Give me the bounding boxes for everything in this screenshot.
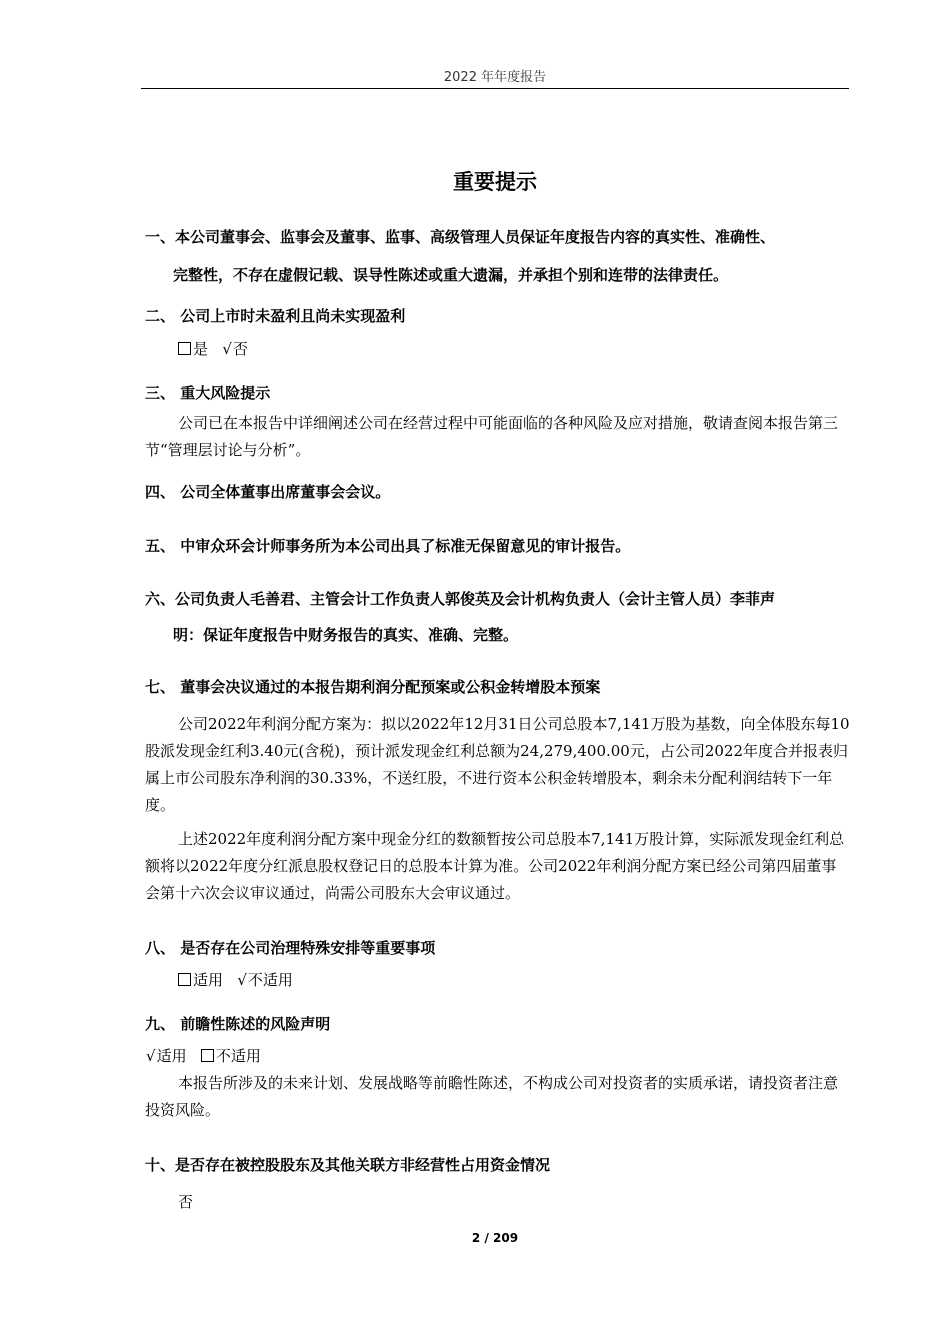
section-10-answer: 否 bbox=[178, 1193, 194, 1211]
section-1-statement bbox=[145, 218, 775, 294]
option-applicable: 适用 bbox=[156, 1047, 187, 1065]
section-9-body: 本报告所涉及的未来计划、发展战略等前瞻性陈述，不构成公司对投资者的实质承诺，请投资者注意投资风险。 bbox=[145, 1074, 839, 1119]
section-2-options bbox=[178, 338, 248, 359]
checkbox-unchecked-icon bbox=[201, 1049, 214, 1062]
section-6-line1: 六、公司负责人毛善君、主管会计工作负责人郭俊英及会计机构负责人（会计主管人员）李菲声 bbox=[145, 590, 776, 608]
page-title: 重要提示 bbox=[453, 170, 537, 194]
section-2-heading: 二、 公司上市时未盈利且尚未实现盈利 bbox=[145, 307, 406, 325]
section-7-heading: 七、 董事会决议通过的本报告期利润分配预案或公积金转增股本预案 bbox=[145, 678, 601, 696]
section-3-heading: 三、 重大风险提示 bbox=[145, 384, 271, 402]
section-6-line2: 明：保证年度报告中财务报告的真实、准确、完整。 bbox=[173, 626, 519, 644]
section-7-paragraph-1: 公司2022年利润分配方案为：拟以2022年12月31日公司总股本7,141万股为基数，向全体股东每10股派发现金红利3.40元(含税)，预计派发现金红利总额为24,279,400.00元，占公司2022年度合并报表归属上市公司股东净利润的30.33%，不送红股，不进行资本公积金转增股本，剩余未分配利润结转下一年度。 bbox=[145, 715, 850, 814]
section-5-heading: 五、 中审众环会计师事务所为本公司出具了标准无保留意见的审计报告。 bbox=[145, 537, 631, 555]
header-rule bbox=[141, 88, 849, 89]
section-9-heading: 九、 前瞻性陈述的风险声明 bbox=[145, 1015, 331, 1033]
option-yes: 是 bbox=[193, 340, 209, 358]
section-9-options bbox=[146, 1045, 261, 1066]
section-7-paragraph-2: 上述2022年度利润分配方案中现金分红的数额暂按公司总股本7,141万股计算，实际派发现金红利总额将以2022年度分红派息股权登记日的总股本计算为准。公司2022年利润分配方案已经公司第四届董事会第十六次会议审议通过，尚需公司股东大会审议通过。 bbox=[145, 830, 845, 902]
section-3-body: 公司已在本报告中详细阐述公司在经营过程中可能面临的各种风险及应对措施，敬请查阅本报告第三节“管理层讨论与分析”。 bbox=[145, 414, 839, 459]
section-1-line1: 一、本公司董事会、监事会及董事、监事、高级管理人员保证年度报告内容的真实性、准确性、 bbox=[145, 228, 776, 246]
checkbox-unchecked-icon bbox=[178, 973, 191, 986]
section-1-line2: 完整性，不存在虚假记载、误导性陈述或重大遗漏，并承担个别和连带的法律责任。 bbox=[173, 266, 729, 284]
section-6-statement bbox=[145, 581, 775, 653]
section-4-heading: 四、 公司全体董事出席董事会会议。 bbox=[145, 483, 391, 501]
option-not-applicable: 不适用 bbox=[215, 1047, 261, 1065]
checkbox-unchecked-icon bbox=[178, 342, 191, 355]
option-applicable: 适用 bbox=[193, 971, 224, 989]
running-header: 2022 年年度报告 bbox=[443, 70, 547, 85]
section-8-heading: 八、 是否存在公司治理特殊安排等重要事项 bbox=[145, 939, 436, 957]
check-mark-icon: √ bbox=[222, 340, 232, 358]
option-no: 否 bbox=[232, 340, 248, 358]
section-8-options bbox=[178, 969, 293, 990]
check-mark-icon: √ bbox=[237, 971, 247, 989]
option-not-applicable: 不适用 bbox=[247, 971, 293, 989]
page-number: 2 / 209 bbox=[471, 1231, 519, 1245]
check-mark-icon: √ bbox=[146, 1047, 156, 1065]
section-10-heading: 十、是否存在被控股股东及其他关联方非经营性占用资金情况 bbox=[145, 1156, 551, 1174]
